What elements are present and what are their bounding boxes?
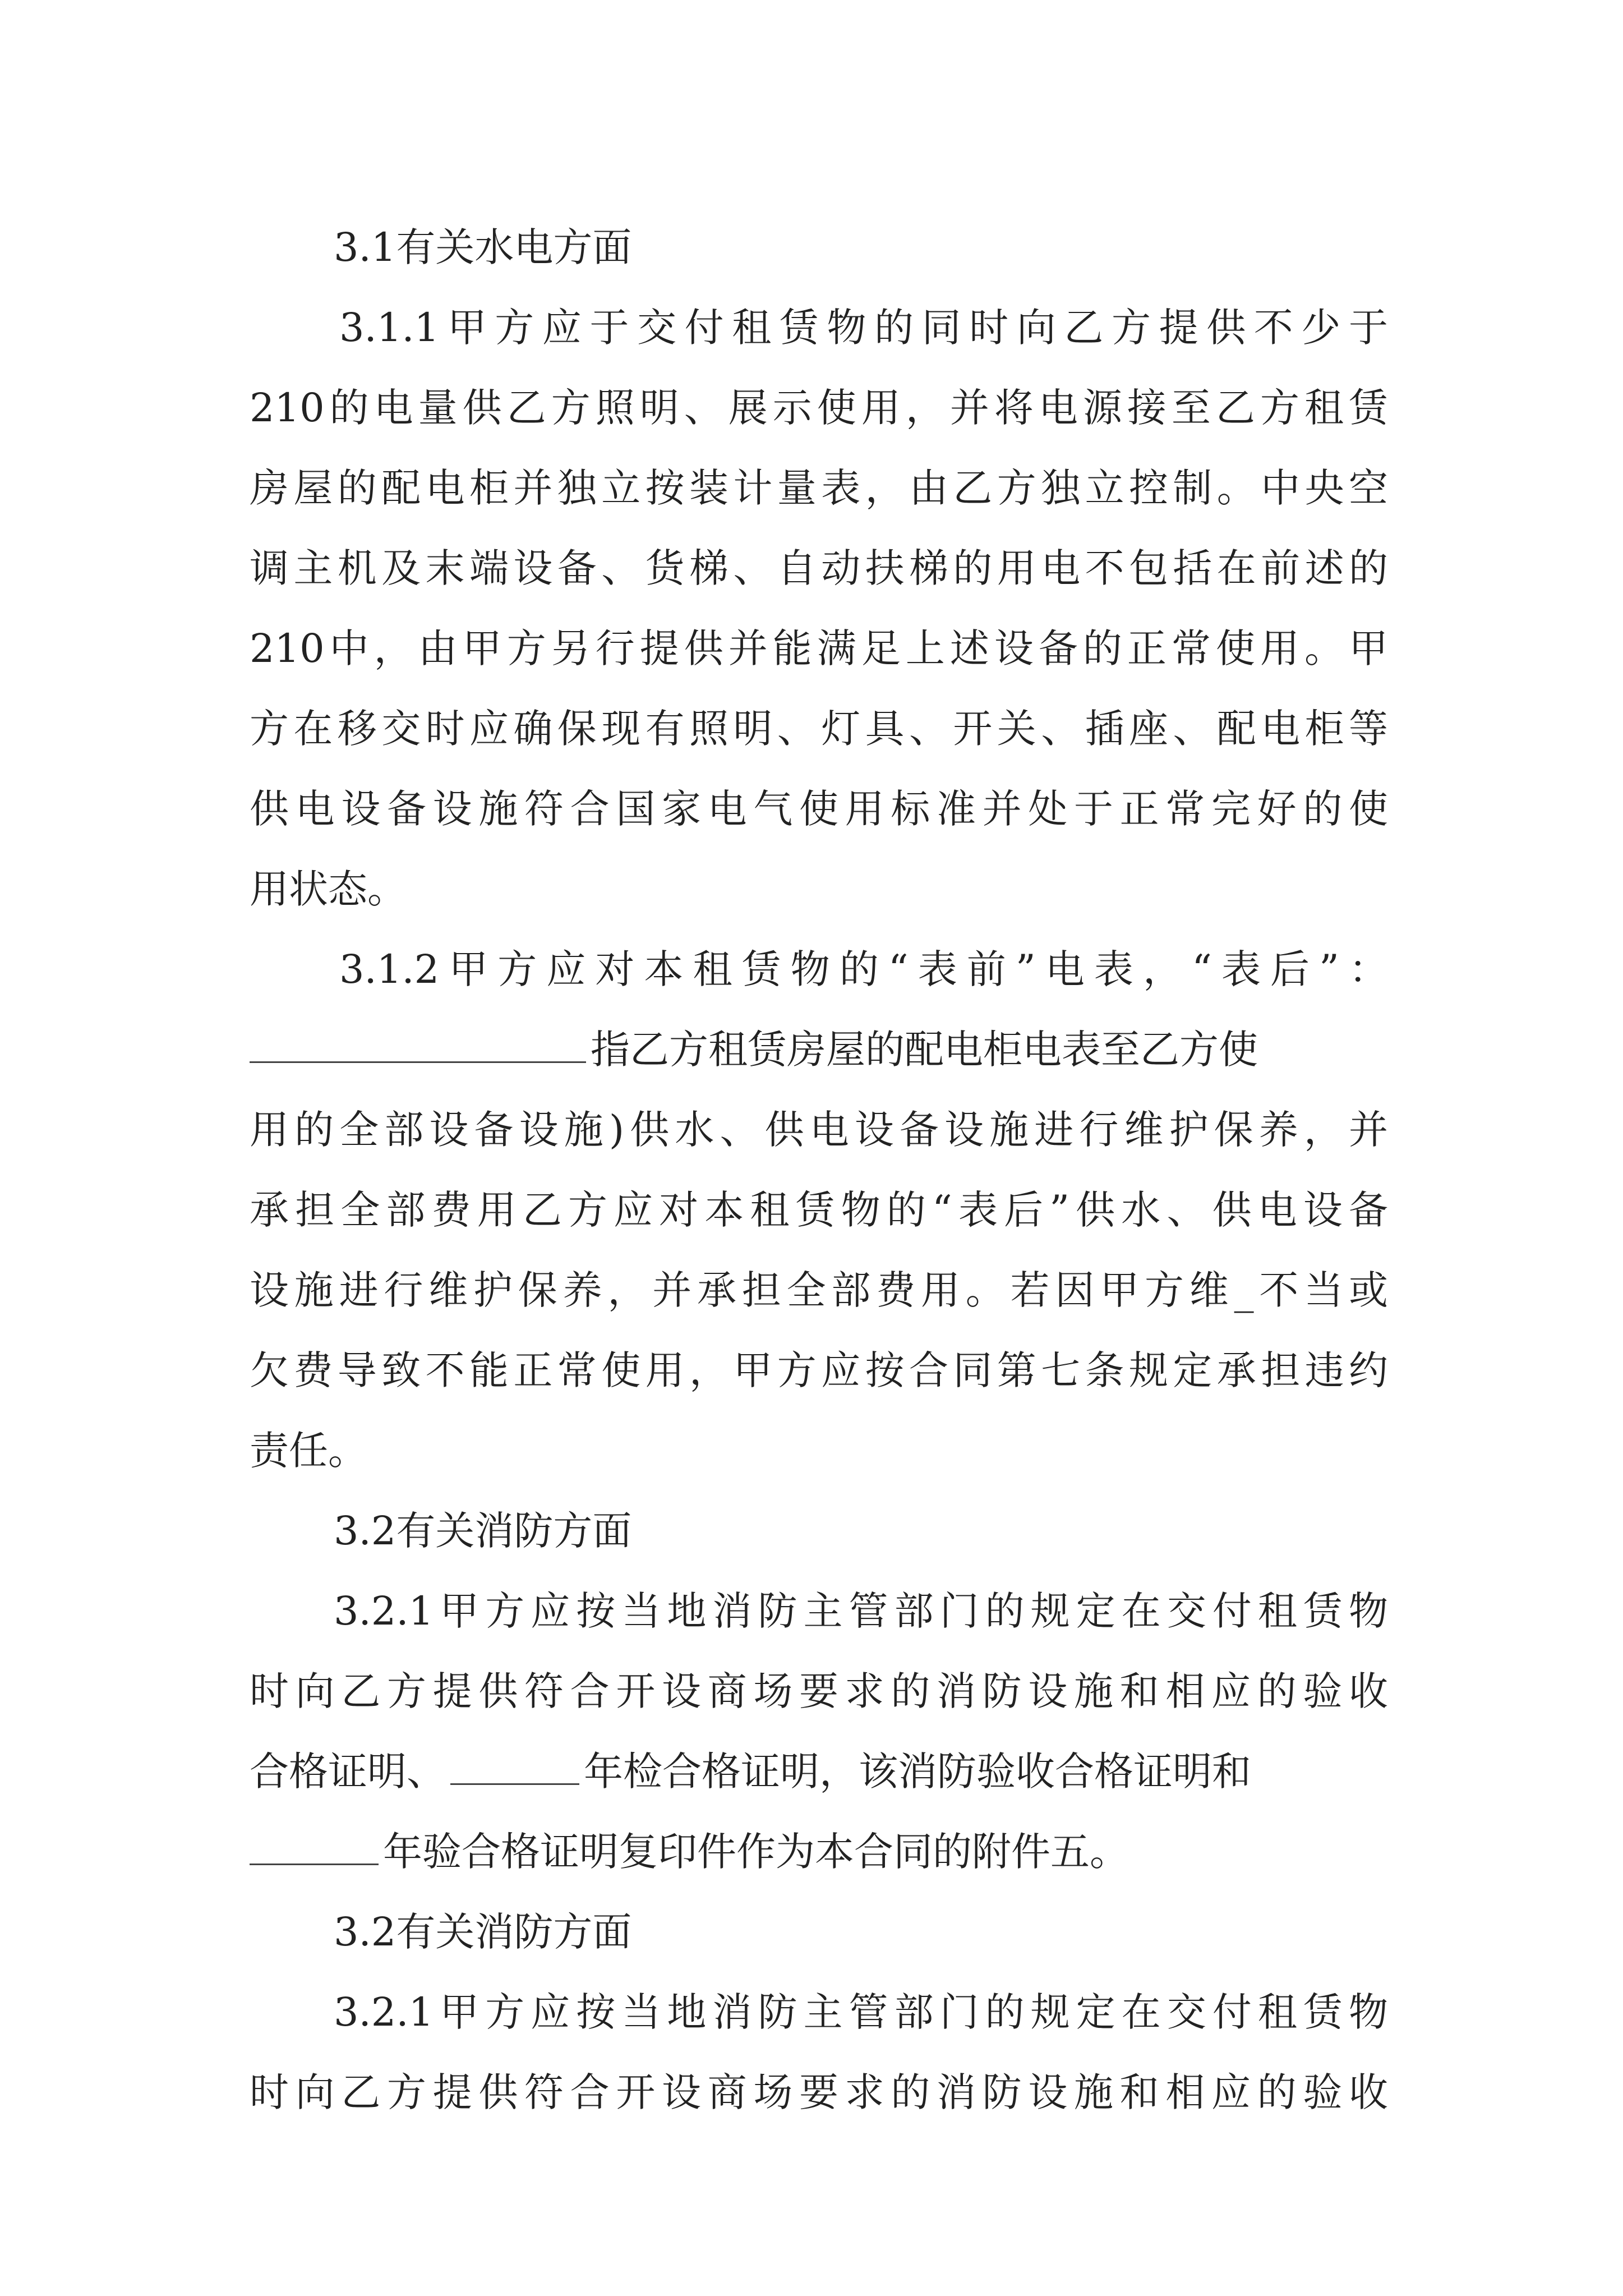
- section-heading-3-2-repeat: 3.2有关消防方面: [334, 1909, 632, 1955]
- paragraph-line: 3.2.1甲方应按当地消防主管部门的规定在交付租赁物: [334, 1989, 1388, 2035]
- section-heading-3-1: 3.1有关水电方面: [334, 224, 632, 270]
- paragraph-line: 承担全部费用乙方应对本租赁物的“表后”供水、供电设备: [250, 1187, 1388, 1233]
- section-heading-3-2: 3.2有关消防方面: [334, 1508, 632, 1554]
- paragraph-line-with-blank: [250, 1732, 1388, 1812]
- paragraph-line: 3.2.1甲方应按当地消防主管部门的规定在交付租赁物: [334, 1588, 1388, 1634]
- paragraph-line: 供电设备设施符合国家电气使用标准并处于正常完好的使: [250, 786, 1388, 832]
- fill-in-blank: [250, 1831, 379, 1865]
- paragraph-line: 210的电量供乙方照明、展示使用，并将电源接至乙方租赁: [250, 385, 1388, 431]
- paragraph-text: 年验合格证明复印件作为本合同的附件五。: [383, 1829, 1129, 1875]
- paragraph-line: 责任。: [250, 1428, 367, 1474]
- paragraph-line: 3.1.2甲方应对本租赁物的“表前”电表，“表后”：: [339, 946, 1388, 992]
- paragraph-line-with-blank: [250, 1010, 1388, 1090]
- document-body: [250, 208, 1388, 2133]
- paragraph-line: 方在移交时应确保现有照明、灯具、开关、插座、配电柜等: [250, 706, 1388, 752]
- paragraph-text: 指乙方租赁房屋的配电柜电表至乙方使: [591, 1027, 1258, 1073]
- paragraph-line: 欠费导致不能正常使用，甲方应按合同第七条规定承担违约: [250, 1347, 1388, 1393]
- paragraph-line: 时向乙方提供符合开设商场要求的消防设施和相应的验收: [250, 1668, 1388, 1714]
- paragraph-line: 房屋的配电柜并独立按装计量表，由乙方独立控制。中央空: [250, 465, 1388, 511]
- paragraph-line: 时向乙方提供符合开设商场要求的消防设施和相应的验收: [250, 2069, 1388, 2115]
- paragraph-line: 210中，由甲方另行提供并能满足上述设备的正常使用。甲: [250, 625, 1388, 671]
- paragraph-text: 年检合格证明，该消防验收合格证明和: [584, 1749, 1251, 1795]
- paragraph-line: 设施进行维护保养，并承担全部费用。若因甲方维_不当或: [250, 1267, 1388, 1313]
- paragraph-line-with-blank: [250, 1812, 1388, 1892]
- paragraph-line: 用状态。: [250, 866, 407, 912]
- fill-in-blank: [450, 1751, 579, 1785]
- paragraph-line: 用的全部设备设施)供水、供电设备设施进行维护保养，并: [250, 1107, 1388, 1153]
- paragraph-text: 合格证明、: [250, 1749, 446, 1795]
- paragraph-line: 3.1.1甲方应于交付租赁物的同时向乙方提供不少于: [339, 305, 1388, 351]
- paragraph-line: 调主机及末端设备、货梯、自动扶梯的用电不包括在前述的: [250, 545, 1388, 591]
- fill-in-blank: [250, 1029, 586, 1063]
